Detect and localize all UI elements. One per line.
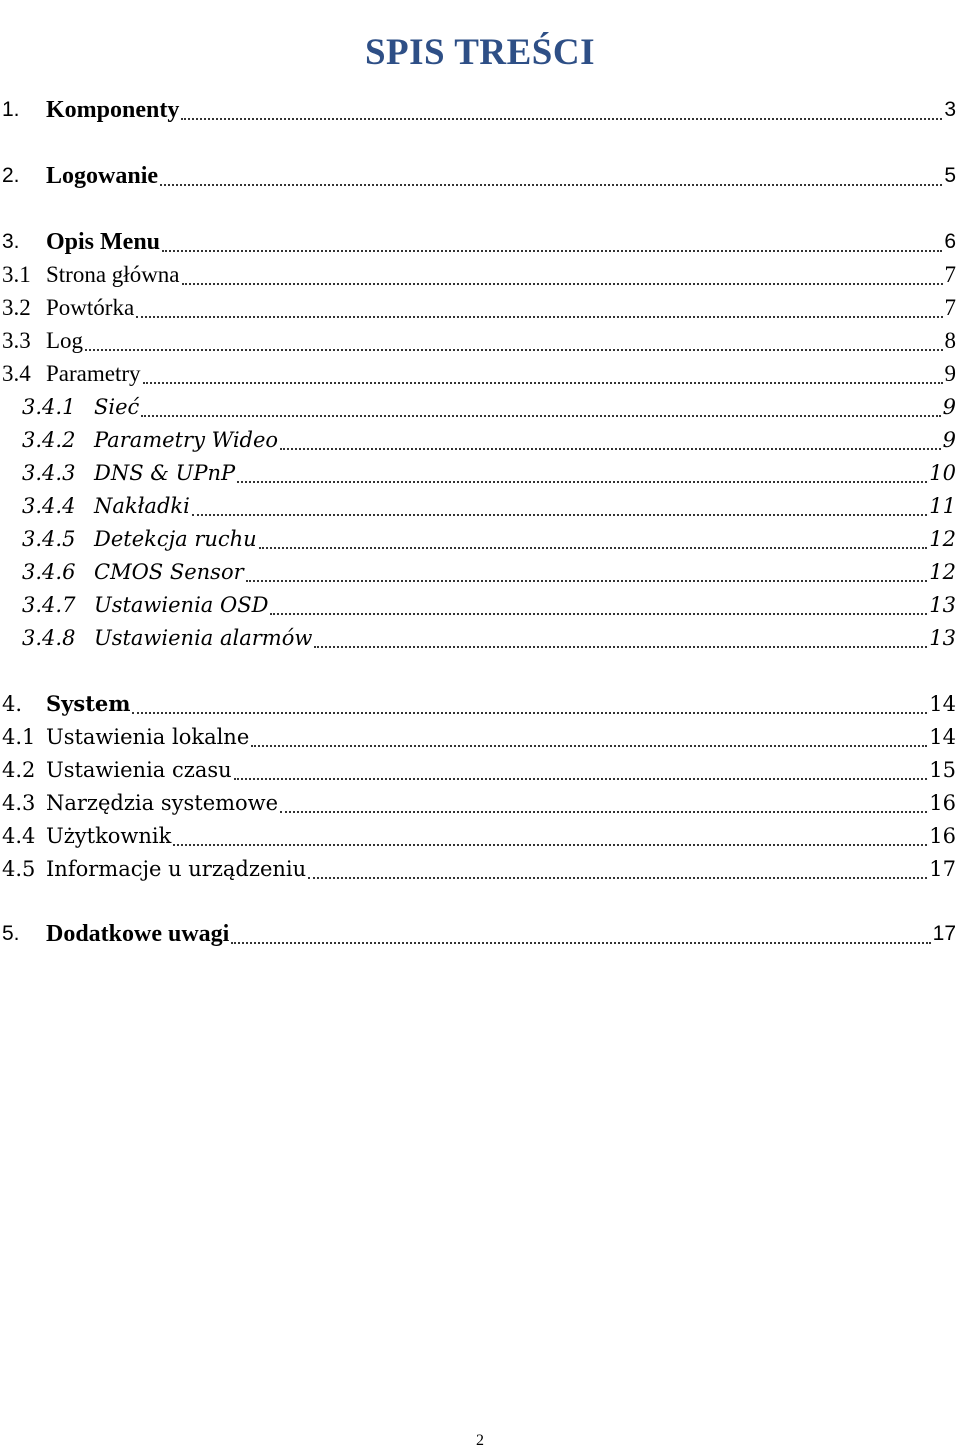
toc-entry-number: 3.4.4 (22, 494, 76, 518)
toc-entry-title: Nakładki (94, 494, 190, 518)
toc-entry-title: Narzędzia systemowe (46, 791, 279, 815)
toc-entry-number: 2. (2, 164, 20, 187)
toc-entry-page: 7 (944, 295, 956, 320)
toc-entry-page: 13 (929, 626, 956, 650)
toc-entry-title: Powtórka (46, 295, 135, 320)
toc-entry-number: 4. (2, 692, 23, 716)
toc-entry-title: Ustawienia lokalne (46, 725, 250, 749)
toc-entry-number: 3.4.7 (22, 593, 76, 617)
toc-entry-number: 4.4 (2, 824, 36, 848)
dot-leader (85, 341, 942, 351)
toc-entry-title: Detekcja ruchu (94, 527, 257, 551)
toc-entry-page: 17 (932, 922, 956, 945)
toc-entry-number: 4.3 (2, 791, 36, 815)
toc-entry-3-4-3[interactable] (0, 455, 956, 488)
dot-leader (237, 473, 927, 483)
toc-entry-1[interactable] (0, 92, 956, 125)
toc-entry-page: 12 (929, 560, 956, 584)
toc-entry-title: Komponenty (46, 97, 180, 123)
toc-entry-number: 3.4.8 (22, 626, 76, 650)
toc-entry-page: 8 (944, 328, 956, 353)
toc-entry-page: 14 (929, 692, 956, 716)
dot-leader (143, 374, 943, 384)
page-title: SPIS TREŚCI (364, 31, 595, 73)
dot-leader (280, 803, 927, 813)
toc-entry-page: 5 (944, 164, 956, 187)
toc-entry-3-4-4[interactable] (0, 488, 956, 521)
page-number: 2 (476, 1432, 484, 1449)
toc-entry-title: Informacje u urządzeniu (46, 857, 307, 881)
toc-entry-number: 3.2 (2, 295, 31, 320)
toc-entry-number: 3.4.5 (22, 527, 76, 551)
dot-leader (160, 176, 942, 186)
toc-entry-2[interactable] (0, 158, 956, 191)
toc-entry-number: 3.4 (2, 361, 31, 386)
toc-entry-page: 10 (929, 461, 956, 485)
toc-entry-page: 11 (929, 494, 956, 518)
toc-entry-3-4-6[interactable] (0, 554, 956, 587)
toc-entry-page: 9 (944, 361, 956, 386)
toc-entry-title: Parametry (46, 361, 141, 386)
toc-entry-title: Ustawienia OSD (94, 593, 269, 617)
toc-entry-page: 17 (929, 857, 956, 881)
toc-entry-page: 16 (929, 791, 956, 815)
dot-leader (136, 308, 942, 318)
toc-entry-4[interactable] (0, 686, 956, 719)
dot-leader (308, 869, 927, 879)
toc-entry-page: 16 (929, 824, 956, 848)
dot-leader (132, 704, 927, 714)
toc-entry-page: 13 (929, 593, 956, 617)
toc-entry-page: 7 (944, 262, 956, 287)
dot-leader (162, 242, 942, 252)
toc-entry-title: Opis Menu (46, 229, 161, 255)
toc-entry-4-1[interactable] (0, 719, 956, 752)
toc-entry-3-3[interactable] (0, 323, 956, 356)
toc-entry-5[interactable] (0, 916, 956, 949)
toc-entry-number: 3.4.3 (22, 461, 76, 485)
toc-entry-4-3[interactable] (0, 785, 956, 818)
dot-leader (181, 110, 942, 120)
dot-leader (182, 275, 943, 285)
toc-entry-number: 3.1 (2, 262, 31, 287)
dot-leader (259, 539, 928, 549)
dot-leader (270, 605, 927, 615)
toc-entry-3-4-2[interactable] (0, 422, 956, 455)
toc-entry-title: Strona główna (46, 262, 180, 287)
toc-entry-title: DNS & UPnP (94, 461, 236, 485)
toc-entry-3-4-7[interactable] (0, 587, 956, 620)
toc-entry-title: Sieć (94, 395, 140, 419)
toc-entry-3-4-8[interactable] (0, 620, 956, 653)
dot-leader (173, 836, 927, 846)
toc-entry-title: Ustawienia alarmów (94, 626, 313, 650)
dot-leader (251, 737, 927, 747)
toc-entry-3-2[interactable] (0, 290, 956, 323)
dot-leader (192, 506, 927, 516)
toc-entry-number: 4.1 (2, 725, 36, 749)
toc-entry-page: 9 (942, 395, 956, 419)
toc-entry-page: 3 (944, 98, 956, 121)
toc-entry-3-1[interactable] (0, 257, 956, 290)
toc-entry-title: Ustawienia czasu (46, 758, 232, 782)
toc-entry-title: Parametry Wideo (94, 428, 279, 452)
toc-entry-page: 12 (929, 527, 956, 551)
toc-entry-3-4[interactable] (0, 356, 956, 389)
toc-entry-number: 4.5 (2, 857, 36, 881)
toc-entry-number: 3.4.6 (22, 560, 76, 584)
dot-leader (314, 638, 927, 648)
dot-leader (280, 440, 941, 450)
toc-entry-title: System (46, 691, 131, 716)
toc-entry-number: 4.2 (2, 758, 36, 782)
toc-entry-3-4-5[interactable] (0, 521, 956, 554)
toc-entry-page: 6 (944, 230, 956, 253)
toc-entry-3[interactable] (0, 224, 956, 257)
toc-entry-number: 3.3 (2, 328, 31, 353)
toc-entry-4-2[interactable] (0, 752, 956, 785)
toc-entry-4-5[interactable] (0, 851, 956, 884)
dot-leader (246, 572, 928, 582)
toc-entry-number: 3. (2, 230, 20, 253)
toc-entry-title: Użytkownik (46, 824, 172, 848)
toc-entry-title: Dodatkowe uwagi (46, 921, 230, 947)
toc-entry-page: 14 (929, 725, 956, 749)
dot-leader (231, 934, 930, 944)
toc-entry-title: CMOS Sensor (94, 560, 244, 584)
toc-entry-title: Log (46, 328, 84, 353)
toc-entry-page: 9 (942, 428, 956, 452)
toc-entry-number: 1. (2, 98, 20, 121)
toc-entry-4-4[interactable] (0, 818, 956, 851)
toc-entry-number: 3.4.2 (22, 428, 76, 452)
toc-entry-number: 3.4.1 (22, 395, 76, 419)
dot-leader (234, 770, 928, 780)
dot-leader (141, 407, 940, 417)
toc-entry-page: 15 (929, 758, 956, 782)
toc-entry-number: 5. (2, 922, 20, 945)
toc-entry-3-4-1[interactable] (0, 389, 956, 422)
toc-entry-title: Logowanie (46, 163, 159, 189)
